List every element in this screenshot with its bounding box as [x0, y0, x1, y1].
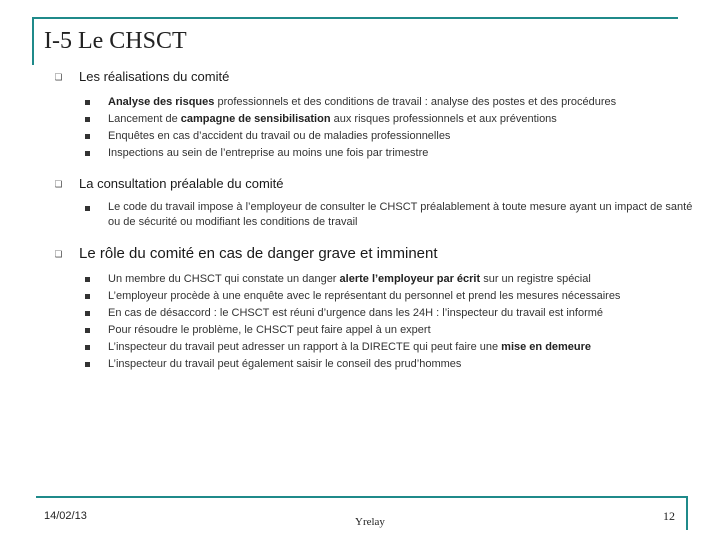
list-item [54, 94, 616, 111]
footer-date: 14/02/13 [44, 510, 87, 522]
section-heading [54, 245, 620, 262]
item-text: Pour résoudre le problème, le CHSCT peut faire appel à un expert [108, 324, 431, 336]
bullet-list [54, 271, 620, 373]
frame-right-line [686, 496, 688, 530]
bold-text: campagne de sensibilisation [180, 113, 331, 125]
item-text: professionnels et des conditions de travail : analyse des postes et des procédures [214, 96, 617, 108]
item-text: sur un registre spécial [480, 273, 591, 285]
bold-text: alerte l’employeur par écrit [339, 273, 481, 285]
hollow-square-bullet-icon: ❏ [54, 180, 63, 190]
section-danger [54, 245, 620, 373]
item-text: Un membre du CHSCT qui constate un danger [108, 273, 340, 285]
square-bullet-icon [85, 294, 90, 299]
square-bullet-icon [85, 117, 90, 122]
item-text: aux risques professionnels et aux préventions [330, 113, 557, 125]
item-text: L’employeur procède à une enquête avec le représentant du personnel et prend les mesures nécessaires [108, 290, 621, 302]
list-item [54, 339, 620, 356]
square-bullet-icon [85, 100, 90, 105]
list-item [54, 356, 620, 373]
frame-top-line [32, 17, 678, 19]
list-item [54, 271, 620, 288]
bullet-list [54, 200, 700, 230]
section-title: La consultation préalable du comité [79, 176, 284, 191]
item-text: L’inspecteur du travail peut adresser un rapport à la DIRECTE qui peut faire une [108, 341, 502, 353]
item-text: L’inspecteur du travail peut également saisir le conseil des prud’hommes [108, 358, 462, 370]
list-item [54, 288, 620, 305]
list-item [54, 322, 620, 339]
footer-author: Yrelay [355, 516, 385, 528]
section-heading [54, 176, 700, 191]
frame-bottom-line [36, 496, 686, 498]
item-text: Le code du travail impose à l’employeur de consulter le CHSCT préalablement à toute mesure ayant un impact de santé ou de sécurité ou modifiant les conditions de travail [108, 201, 693, 228]
list-item [54, 305, 620, 322]
list-item [54, 200, 700, 230]
page-number: 12 [663, 509, 675, 523]
square-bullet-icon [85, 134, 90, 139]
hollow-square-bullet-icon: ❏ [54, 250, 63, 260]
bullet-list [54, 94, 616, 162]
frame-left-line [32, 17, 34, 65]
item-text: Lancement de [108, 113, 181, 125]
square-bullet-icon [85, 277, 90, 282]
square-bullet-icon [85, 362, 90, 367]
item-text: En cas de désaccord : le CHSCT est réuni d’urgence dans les 24H : l’inspecteur du travail est informé [108, 307, 604, 319]
list-item [54, 128, 616, 145]
bold-text: mise en demeure [501, 341, 592, 353]
section-title: Le rôle du comité en cas de danger grave et imminent [79, 245, 438, 262]
square-bullet-icon [85, 328, 90, 333]
slide-title: I-5 Le CHSCT [44, 28, 187, 54]
square-bullet-icon [85, 311, 90, 316]
section-consultation [54, 176, 700, 230]
square-bullet-icon [85, 151, 90, 156]
bold-text: Analyse des risques [108, 96, 215, 108]
square-bullet-icon [85, 206, 90, 211]
item-text: Inspections au sein de l’entreprise au moins une fois par trimestre [108, 147, 429, 159]
section-realisations [54, 69, 616, 162]
list-item [54, 145, 616, 162]
section-heading [54, 69, 616, 84]
section-title: Les réalisations du comité [79, 69, 230, 84]
item-text: Enquêtes en cas d’accident du travail ou de maladies professionnelles [108, 130, 451, 142]
list-item [54, 111, 616, 128]
hollow-square-bullet-icon: ❏ [54, 73, 63, 83]
square-bullet-icon [85, 345, 90, 350]
